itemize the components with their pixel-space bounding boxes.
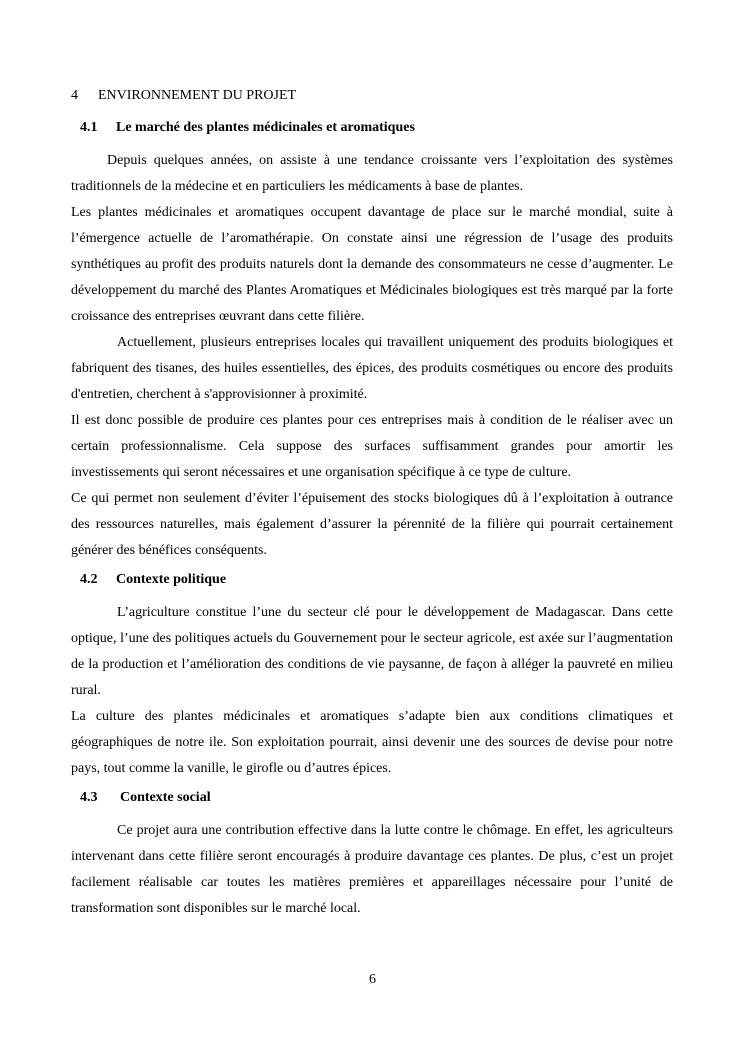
section-heading xyxy=(71,570,673,590)
section-title: Contexte politique xyxy=(116,572,227,587)
section-4-2 xyxy=(71,570,673,782)
section-heading xyxy=(71,788,673,808)
section-4-1 xyxy=(71,118,673,564)
section-title: Le marché des plantes médicinales et aromatiques xyxy=(116,120,415,135)
section-number: 4.2 xyxy=(80,572,98,587)
chapter-heading xyxy=(71,86,673,106)
paragraph: La culture des plantes médicinales et aromatiques s’adapte bien aux conditions climatiques et géographiques de notre ile. Son exploitation pourrait, ainsi devenir une des sources de devise pour notre pays, tout comme la vanille, le girofle ou d’autres épices. xyxy=(71,709,673,776)
section-number: 4.1 xyxy=(80,120,98,135)
chapter-number: 4 xyxy=(71,88,78,103)
paragraph: Depuis quelques années, on assiste à une tendance croissante vers l’exploitation des systèmes traditionnels de la médecine et en particuliers les médicaments à base de plantes. xyxy=(71,153,673,194)
section-heading xyxy=(71,118,673,138)
chapter-title: ENVIRONNEMENT DU PROJET xyxy=(98,88,297,103)
section-title: Contexte social xyxy=(120,790,211,805)
page-number: 6 xyxy=(369,972,376,987)
paragraph: Il est donc possible de produire ces plantes pour ces entreprises mais à condition de le réaliser avec un certain professionnalisme. Cela suppose des surfaces suffisamment grandes pour amortir les investissements qui seront nécessaires et une organisation spécifique à ce type de culture. xyxy=(71,413,673,480)
section-4-3 xyxy=(71,788,673,922)
paragraph: L’agriculture constitue l’une du secteur clé pour le développement de Madagascar. Dans cette optique, l’une des politiques actuels du Gouvernement pour le secteur agricole, est axée sur l’augmentation de la production et l’amélioration des conditions de vie paysanne, de façon à alléger la pauvreté en milieu rural. xyxy=(71,605,673,698)
paragraph: Ce qui permet non seulement d’éviter l’épuisement des stocks biologiques dû à l’exploitation à outrance des ressources naturelles, mais également d’assurer la pérennité de la filière qui pourrait certainement générer des bénéfices conséquents. xyxy=(71,491,673,558)
page-body xyxy=(71,86,673,928)
section-number: 4.3 xyxy=(80,790,98,805)
paragraph: Ce projet aura une contribution effective dans la lutte contre le chômage. En effet, les agriculteurs intervenant dans cette filière seront encouragés à produire davantage ces plantes. De plus, c’est un projet facilement réalisable car toutes les matières premières et appareillages nécessaire pour l’unité de transformation sont disponibles sur le marché local. xyxy=(71,823,673,916)
paragraph: Actuellement, plusieurs entreprises locales qui travaillent uniquement des produits biologiques et fabriquent des tisanes, des huiles essentielles, des épices, des produits cosmétiques ou encore des produits d'entretien, cherchent à s'approvisionner à proximité. xyxy=(71,335,673,402)
paragraph: Les plantes médicinales et aromatiques occupent davantage de place sur le marché mondial, suite à l’émergence actuelle de l’aromathérapie. On constate ainsi une régression de l’usage des produits synthétiques au profit des produits naturels dont la demande des consommateurs ne cesse d’augmenter. Le développement du marché des Plantes Aromatiques et Médicinales biologiques est très marqué par la forte croissance des entreprises œuvrant dans cette filière. xyxy=(71,205,673,324)
